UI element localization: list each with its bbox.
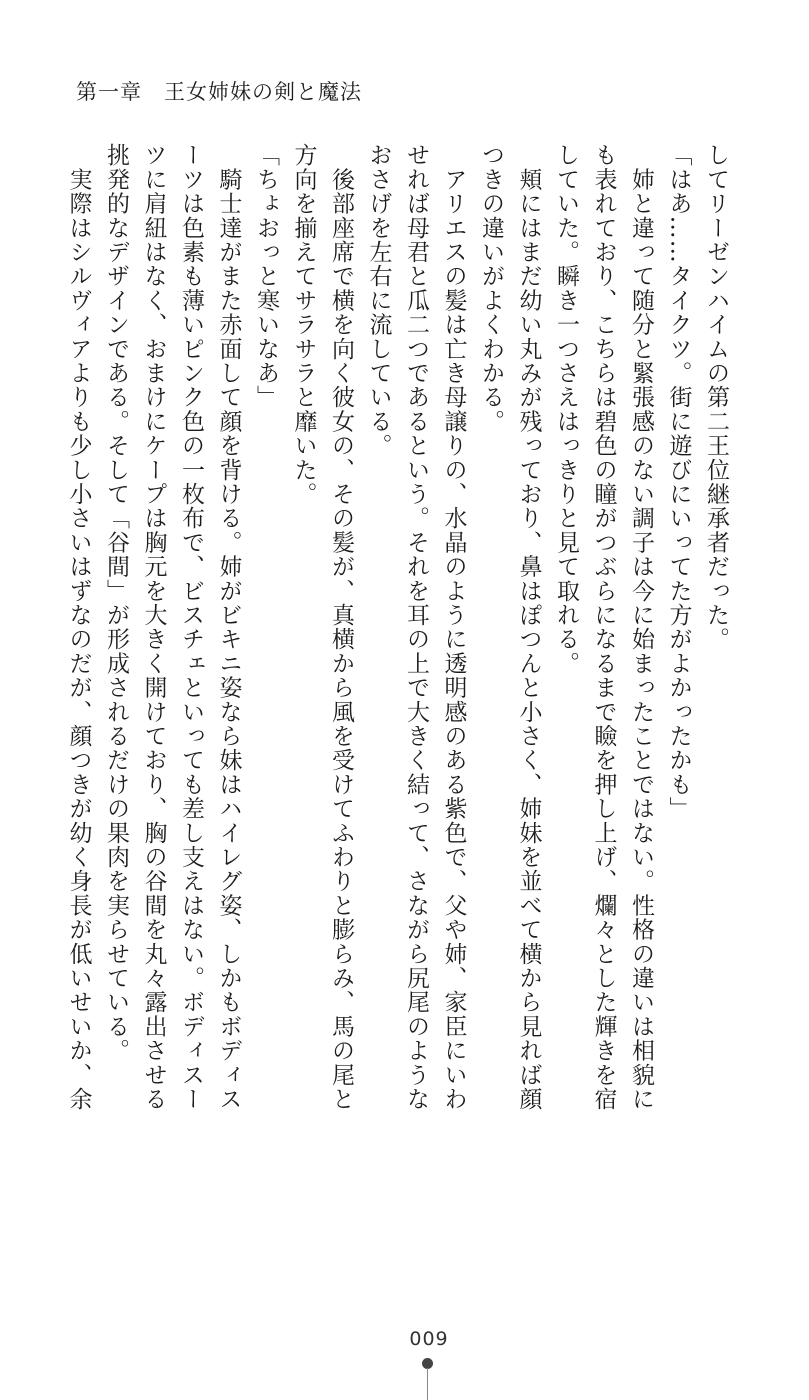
text-line: 姉と違って随分と緊張感のない調子は今に始まったことではない。性格の違いは相貌に (628, 143, 654, 1112)
text-line: していた。瞬き一つさえはっきりと見て取れる。 (553, 143, 579, 676)
text-line: 頬にはまだ幼い丸みが残っており、鼻はぽつんと小さく、姉妹を並べて横から見れば顔 (515, 143, 542, 1111)
text-line: ーツは色素も薄いピンク色の一枚布で、ビスチェといっても差し支えはない。ボディスー (178, 143, 204, 1111)
text-line: も表れており、こちらは碧色の瞳がつぶらになるまで瞼を押し上げ、爛々とした輝きを宿 (590, 143, 617, 1111)
text-line: せれば母君と瓜二つであるという。それを耳の上で大きく結って、さながら尻尾のような (403, 143, 429, 1111)
text-line: 「はあ……タイクツ。街に遊びにいってた方がよかったかも」 (665, 143, 692, 821)
text-line: 「ちょおっと寒いなあ」 (253, 143, 279, 410)
text-line: 挑発的なデザインである。そして「谷間」が形成されるだけの果肉を実らせている。 (103, 143, 129, 1063)
text-line: おさげを左右に流している。 (365, 143, 392, 458)
text-line: してリーゼンハイムの第二王位継承者だった。 (703, 143, 729, 652)
text-line: ツに肩紐はなく、おまけにケープは胸元を大きく開けており、胸の谷間を丸々露出させる (140, 143, 167, 1111)
page-marker-line (427, 1368, 428, 1400)
page-number: 009 (409, 1328, 449, 1350)
chapter-title: 第一章 王女姉妹の剣と魔法 (76, 80, 362, 104)
text-line: つきの違いがよくわかる。 (478, 143, 504, 434)
text-line: アリエスの髪は亡き母譲りの、水晶のように透明感のある紫色で、父や姉、家臣にいわ (440, 143, 467, 1111)
text-line: 方向を揃えてサラサラと靡いた。 (290, 143, 317, 506)
text-line: 実際はシルヴィアよりも少し小さいはずなのだが、顔つきが幼く身長が低いせいか、余 (65, 143, 92, 1112)
text-line: 後部座席で横を向く彼女の、その髪が、真横から風を受けてふわりと膨らみ、馬の尾と (328, 143, 354, 1112)
text-line: 騎士達がまた赤面して顔を背ける。姉がビキニ姿なら妹はハイレグ姿、しかもボディス (215, 143, 242, 1111)
body-text (59, 143, 734, 1143)
